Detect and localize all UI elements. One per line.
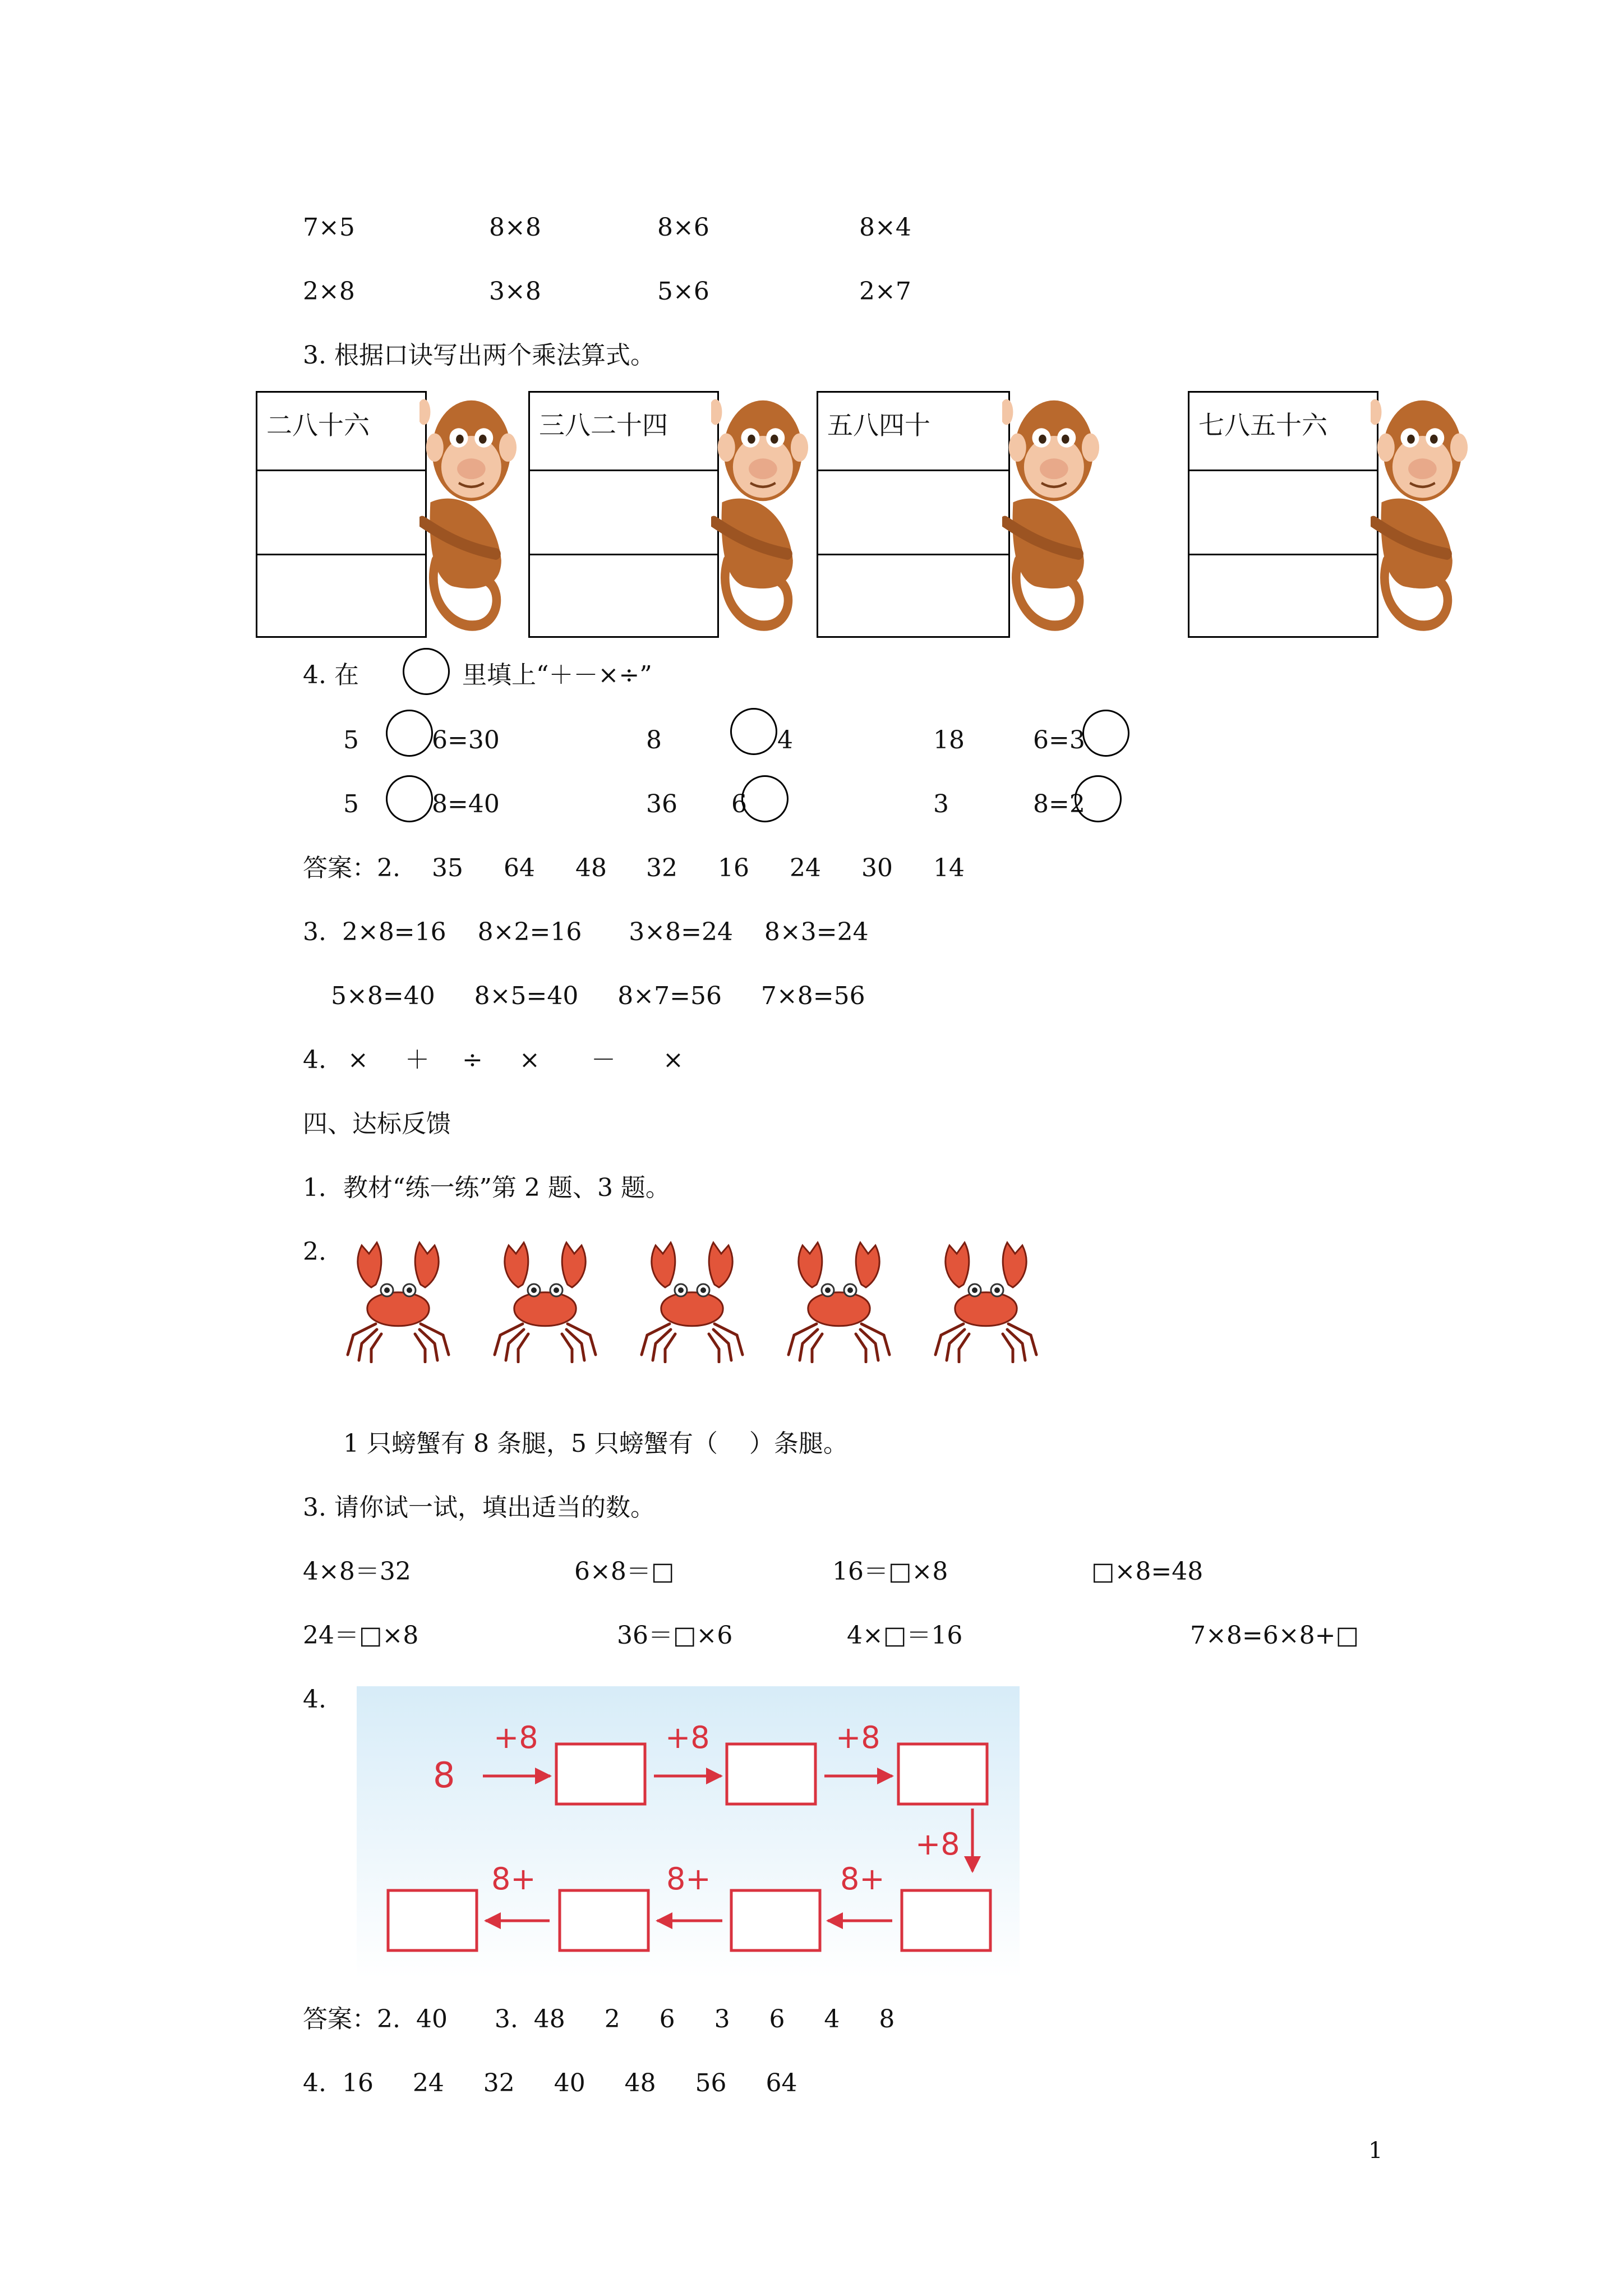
equation: 36＝□×6 bbox=[617, 1621, 733, 1650]
q3-answer-slot[interactable] bbox=[818, 555, 1008, 638]
flow-op: 8+ bbox=[840, 1861, 885, 1897]
q4-operand: 36 bbox=[646, 790, 677, 818]
equation: 16＝□×8 bbox=[832, 1557, 948, 1586]
equation: □×8=48 bbox=[1091, 1557, 1204, 1586]
q3-box-label: 五八四十 bbox=[827, 410, 930, 440]
flow-answer-box[interactable] bbox=[731, 1890, 820, 1950]
section4-item-2-text: 1 只螃蟹有 8 条腿，5 只螃蟹有（ ）条腿。 bbox=[343, 1429, 848, 1458]
answer-value: － bbox=[591, 1046, 616, 1074]
answer-value: × bbox=[663, 1046, 684, 1074]
q4-operand: 6=3 bbox=[1033, 726, 1085, 754]
q4-operator-circle[interactable] bbox=[1082, 710, 1129, 757]
answer-value: 64 bbox=[504, 854, 535, 882]
answer-value: 14 bbox=[933, 854, 965, 882]
monkey-image bbox=[1002, 393, 1100, 638]
q3-box-2 bbox=[528, 391, 719, 638]
flow-answer-box[interactable] bbox=[727, 1744, 815, 1804]
q4-operand: 6=30 bbox=[432, 726, 500, 754]
q4-operand: 6 bbox=[731, 790, 747, 818]
monkey-image bbox=[1371, 393, 1469, 638]
q3-box-4 bbox=[1188, 391, 1378, 638]
q3-answer-slot[interactable] bbox=[1189, 471, 1377, 555]
equation: 4×□＝16 bbox=[847, 1621, 963, 1650]
flow-answer-box[interactable] bbox=[560, 1890, 648, 1950]
flow-op: 8+ bbox=[666, 1861, 711, 1897]
monkey-image bbox=[711, 393, 809, 638]
q4-operand: 8=40 bbox=[432, 790, 500, 818]
q3-answer-slot[interactable] bbox=[1189, 555, 1377, 638]
q2-expr: 8×6 bbox=[657, 213, 709, 242]
q2-expr: 2×7 bbox=[859, 277, 911, 306]
q2-expr: 3×8 bbox=[489, 277, 541, 306]
flow-op: 8+ bbox=[491, 1861, 536, 1897]
answers-line-3: 5×8=40 8×5=40 8×7=56 7×8=56 bbox=[331, 982, 865, 1010]
flow-op: +8 bbox=[665, 1720, 710, 1755]
section4-item-2-label: 2. bbox=[303, 1237, 326, 1266]
crab-image bbox=[630, 1234, 754, 1363]
monkey-image bbox=[419, 393, 518, 638]
q4-operand: 5 bbox=[343, 726, 359, 754]
q2-expr: 2×8 bbox=[303, 277, 355, 306]
q4-operator-circle[interactable] bbox=[730, 708, 777, 755]
q4-operand: 18 bbox=[933, 726, 965, 754]
answer-value: 48 bbox=[575, 854, 607, 882]
answer-value: 35 bbox=[432, 854, 463, 882]
q4-operand: 4 bbox=[777, 726, 793, 754]
q3-title: 3. 根据口诀写出两个乘法算式。 bbox=[303, 341, 655, 370]
answer-value: 16 bbox=[718, 854, 749, 882]
flow-op: +8 bbox=[836, 1720, 880, 1755]
q4-operand: 8 bbox=[646, 726, 662, 754]
q2-expr: 7×5 bbox=[303, 213, 355, 242]
section4-item-3-title: 3. 请你试一试，填出适当的数。 bbox=[303, 1493, 655, 1522]
q4-prefix: 4. 在 bbox=[303, 661, 359, 689]
answer-value: ＋ bbox=[405, 1046, 430, 1074]
answer-value: × bbox=[348, 1046, 368, 1074]
equation: 7×8=6×8+□ bbox=[1190, 1621, 1359, 1650]
answer-value: × bbox=[519, 1046, 540, 1074]
answers2-line-2: 4. 16 24 32 40 48 56 64 bbox=[303, 2069, 797, 2097]
q2-expr: 8×4 bbox=[859, 213, 911, 242]
flow-answer-box[interactable] bbox=[388, 1890, 477, 1950]
crab-image bbox=[336, 1234, 460, 1363]
flow-answer-box[interactable] bbox=[898, 1744, 987, 1804]
flow-start: 8 bbox=[433, 1755, 455, 1796]
equation: 4×8＝32 bbox=[303, 1557, 411, 1586]
section-heading: 四、达标反馈 bbox=[303, 1110, 451, 1138]
crab-image bbox=[924, 1234, 1048, 1363]
q3-answer-slot[interactable] bbox=[257, 471, 425, 555]
q4-operator-circle[interactable] bbox=[386, 710, 433, 757]
q4-operator-circle[interactable] bbox=[386, 775, 433, 822]
q3-box-label: 七八五十六 bbox=[1198, 410, 1327, 440]
q4-suffix: 里填上“＋－×÷” bbox=[462, 661, 652, 689]
q3-box-label: 三八二十四 bbox=[539, 410, 668, 440]
q2-expr: 5×6 bbox=[657, 277, 709, 306]
q4-operator-circle[interactable] bbox=[741, 775, 789, 822]
q3-answer-slot[interactable] bbox=[257, 555, 425, 638]
answers-label: 答案：2. bbox=[303, 854, 400, 882]
q3-answer-slot[interactable] bbox=[530, 471, 717, 555]
q3-answer-slot[interactable] bbox=[530, 555, 717, 638]
flow-op: +8 bbox=[915, 1826, 960, 1862]
q2-expr: 8×8 bbox=[489, 213, 541, 242]
answers2-line-1: 答案：2. 40 3. 48 2 6 3 6 4 8 bbox=[303, 2005, 895, 2033]
equation: 24＝□×8 bbox=[303, 1621, 419, 1650]
answers-label: 4. bbox=[303, 1046, 326, 1074]
q4-operand: 8=2 bbox=[1033, 790, 1085, 818]
q3-box-1 bbox=[256, 391, 427, 638]
flow-op: +8 bbox=[494, 1720, 538, 1755]
q3-box-3 bbox=[817, 391, 1010, 638]
q4-example-circle bbox=[403, 648, 450, 695]
section4-item-4-label: 4. bbox=[303, 1685, 326, 1714]
flow-diagram bbox=[357, 1686, 1020, 1978]
q4-operator-circle[interactable] bbox=[1075, 775, 1122, 822]
flow-answer-box[interactable] bbox=[556, 1744, 645, 1804]
crab-image bbox=[777, 1234, 901, 1363]
q3-box-label: 二八十六 bbox=[266, 410, 370, 440]
flow-answer-box[interactable] bbox=[902, 1890, 990, 1950]
page-number: 1 bbox=[1368, 2138, 1383, 2164]
equation: 6×8＝□ bbox=[574, 1557, 675, 1586]
answers-line-2: 3. 2×8=16 8×2=16 3×8=24 8×3=24 bbox=[303, 918, 869, 946]
q4-operand: 3 bbox=[933, 790, 949, 818]
answer-value: 24 bbox=[790, 854, 821, 882]
section4-item-1: 1．教材“练一练”第 2 题、3 题。 bbox=[303, 1174, 670, 1202]
q4-operand: 5 bbox=[343, 790, 359, 818]
answer-value: 32 bbox=[646, 854, 677, 882]
answer-value: ÷ bbox=[462, 1046, 483, 1074]
answer-value: 30 bbox=[861, 854, 893, 882]
crab-image bbox=[483, 1234, 607, 1363]
q3-answer-slot[interactable] bbox=[818, 471, 1008, 555]
